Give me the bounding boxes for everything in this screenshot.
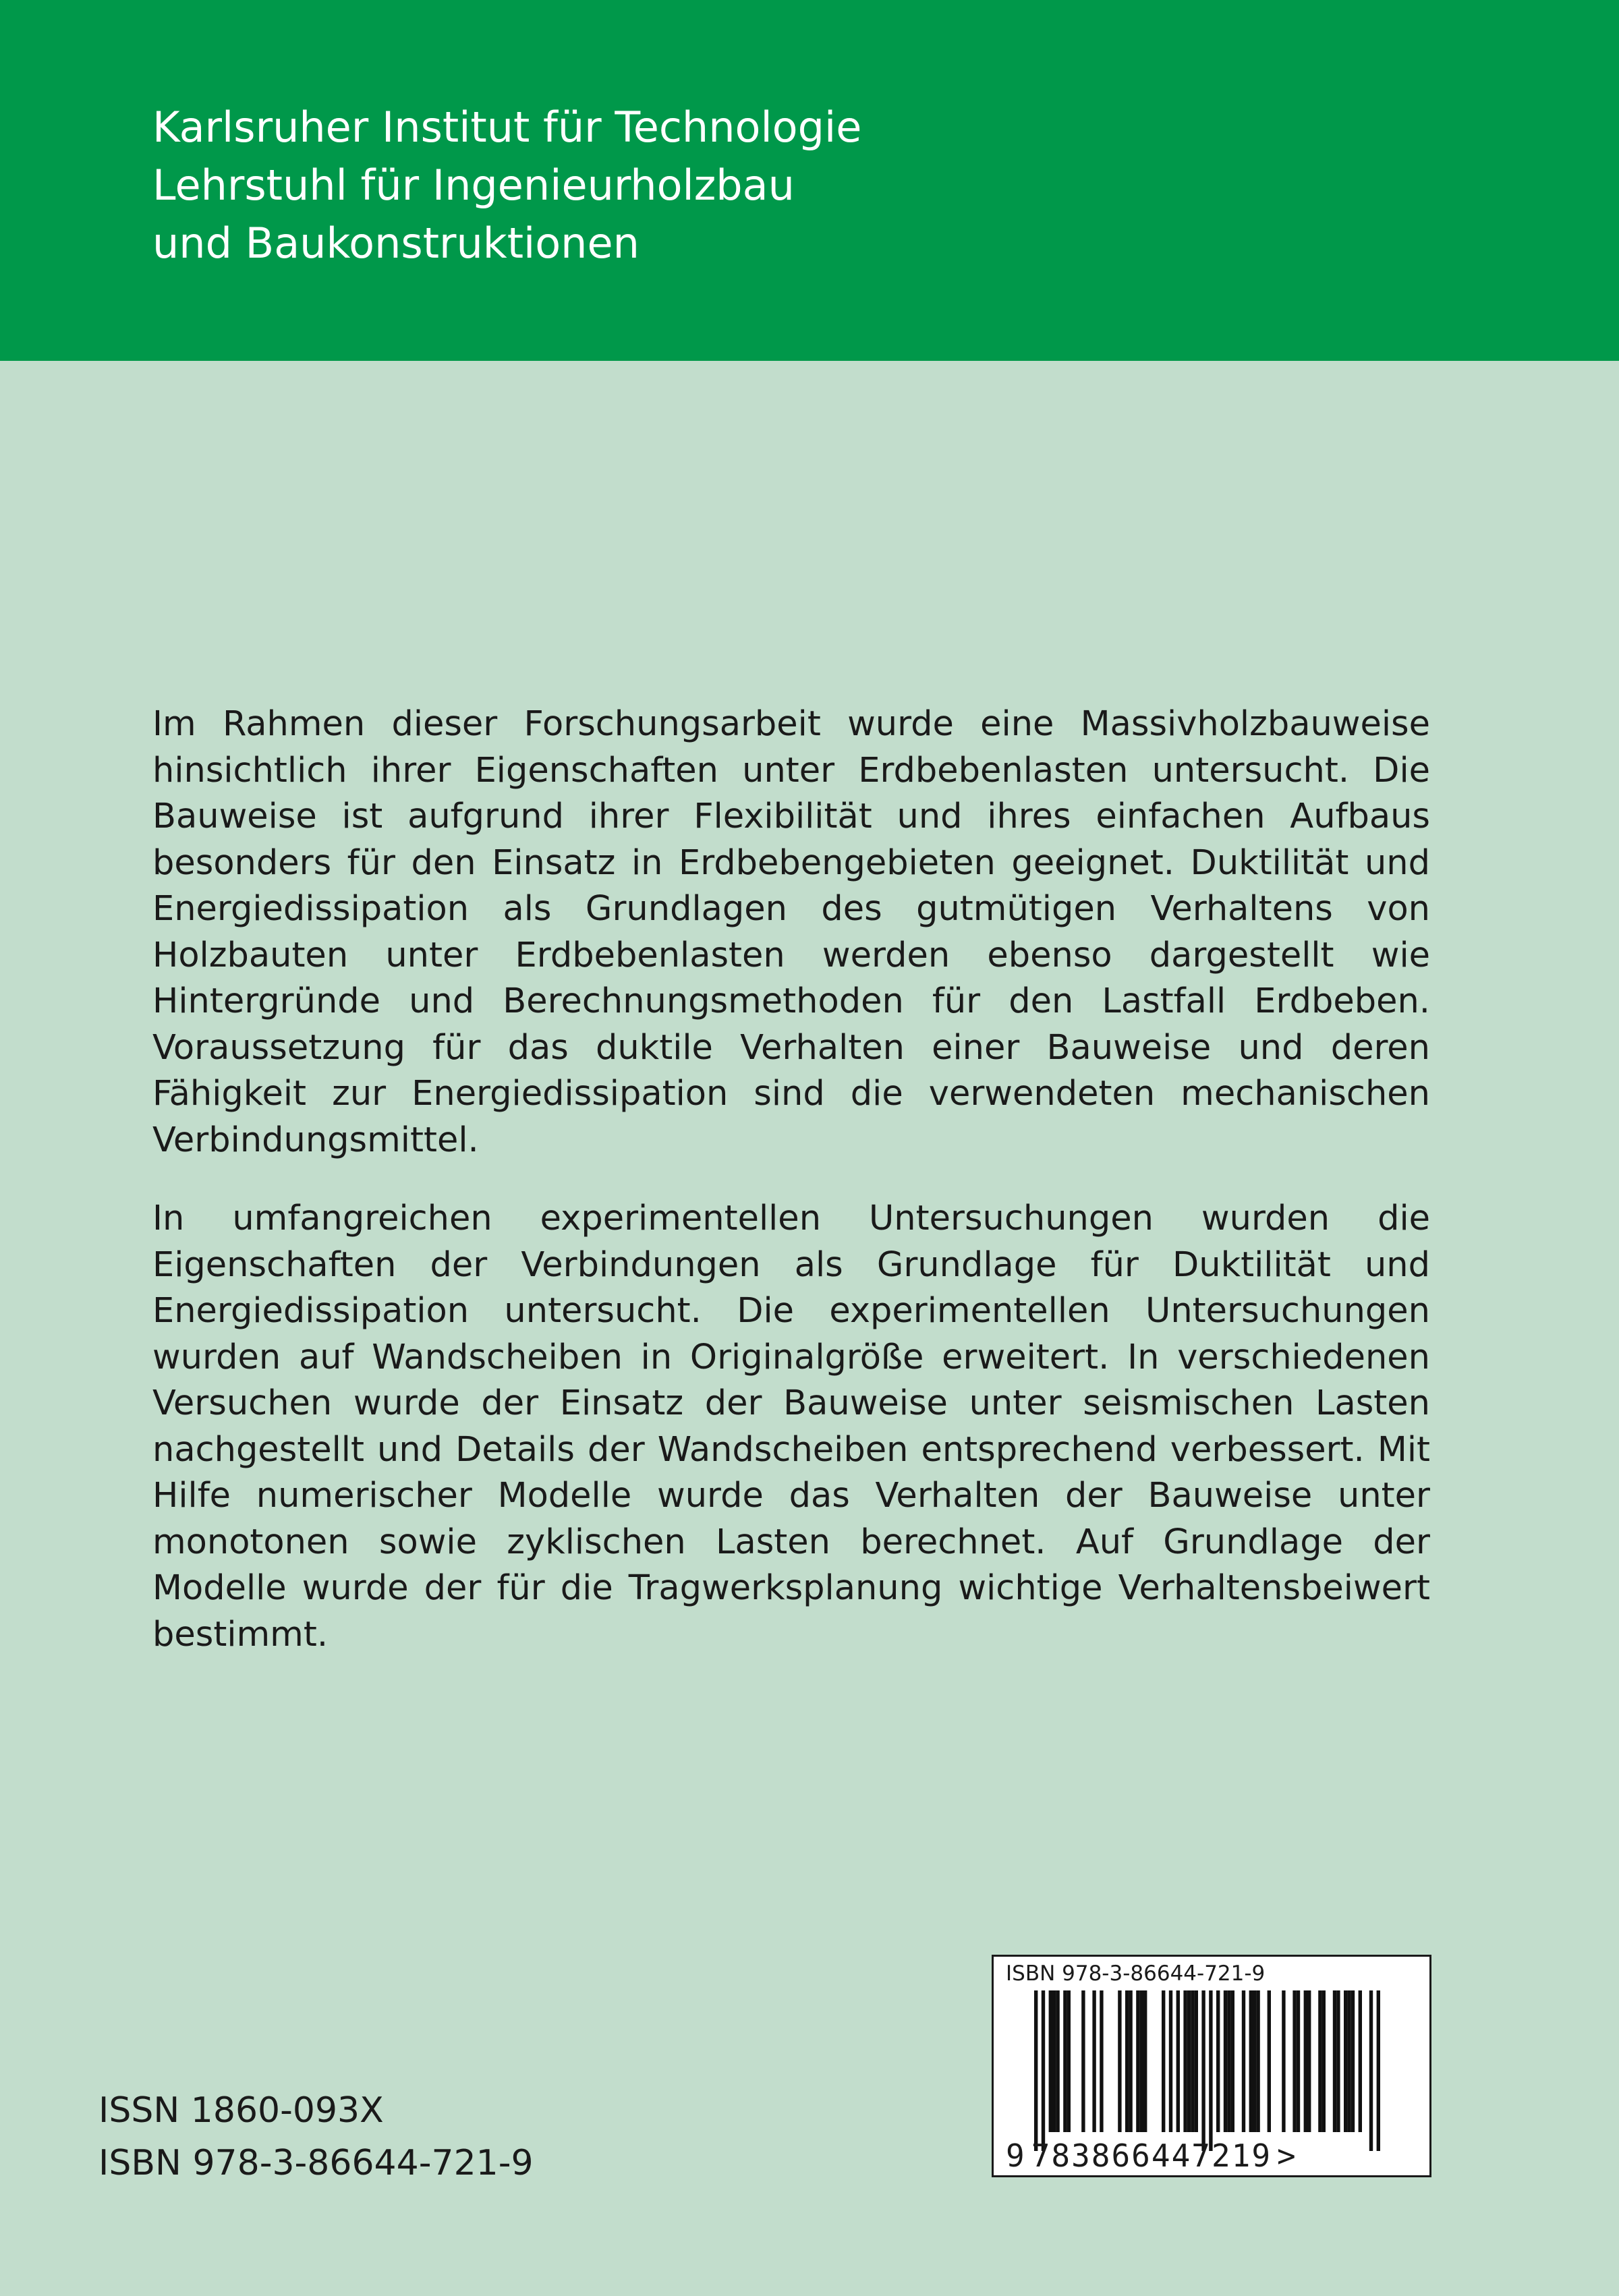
barcode-bar <box>1067 1990 1071 2132</box>
barcode-bar <box>1052 1990 1056 2132</box>
barcode-bar <box>1307 1990 1311 2132</box>
barcode-bar <box>1297 1990 1300 2132</box>
barcode <box>992 1955 1431 2177</box>
barcode-bar <box>1369 1990 1373 2151</box>
barcode-bar <box>1169 1990 1172 2132</box>
barcode-bar <box>1129 1990 1132 2132</box>
barcode-lead-digit: 9 <box>1006 2137 1025 2174</box>
book-identifiers <box>98 2084 534 2189</box>
barcode-bar <box>1162 1990 1165 2132</box>
barcode-bar <box>1344 1990 1347 2132</box>
barcode-bar <box>1227 1990 1230 2132</box>
barcode-bar <box>1351 1990 1355 2132</box>
barcode-bar <box>1056 1990 1059 2132</box>
barcode-bar <box>1176 1990 1180 2132</box>
abstract-text <box>152 701 1430 1658</box>
barcode-bar <box>1242 1990 1245 2132</box>
barcode-bar <box>1333 1990 1336 2132</box>
barcode-bar <box>1201 1990 1205 2151</box>
barcode-bar <box>1092 1990 1096 2132</box>
barcode-bar <box>1183 1990 1187 2132</box>
barcode-quiet-zone-mark: > <box>1277 2137 1296 2174</box>
barcode-bar <box>1049 1990 1052 2132</box>
barcode-bar <box>1034 1990 1038 2151</box>
barcode-bar <box>1100 1990 1103 2132</box>
barcode-bar <box>1322 1990 1326 2132</box>
institution-line-1: Karlsruher Institut für Technologie <box>152 103 862 152</box>
barcode-bar <box>1187 1990 1191 2132</box>
abstract-paragraph: In umfangreichen experimentellen Untersuchungen wurden die Eigenschaften der Verbindungen als Grundlage für Duktilität und Energiedissipation untersucht. Die experimentellen Untersuchungen wurden auf Wandscheiben in Originalgröße erweitert. In verschiedenen Versuchen wurde der Einsatz der Bauweise unter seismischen Lasten nachgestellt und Details der Wandscheiben entsprechend verbessert. Mit Hilfe numerischer Modelle wurde das Verhalten der Bauweise unter monotonen sowie zyklischen Lasten berechnet. Auf Grundlage der Modelle wurde der für die Tragwerksplanung wichtige Verhaltensbeiwert bestimmt. <box>152 1199 1430 1655</box>
barcode-bar <box>1282 1990 1285 2132</box>
barcode-bar <box>1209 1990 1212 2151</box>
barcode-bar <box>1377 1990 1380 2151</box>
barcode-bar <box>1216 1990 1220 2132</box>
barcode-bar <box>1318 1990 1322 2132</box>
institution-line-3: und Baukonstruktionen <box>152 219 640 268</box>
barcode-bar <box>1249 1990 1253 2132</box>
institution-line-2: Lehrstuhl für Ingenieurholzbau <box>152 161 795 210</box>
barcode-bar <box>1304 1990 1307 2132</box>
barcode-bar <box>1293 1990 1296 2132</box>
issn-number: ISSN 1860-093X <box>98 2090 384 2131</box>
barcode-main-digits: 783866447219 <box>1031 2137 1272 2174</box>
barcode-bar <box>1063 1990 1067 2132</box>
barcode-bar <box>1143 1990 1147 2132</box>
barcode-bar <box>1118 1990 1121 2132</box>
barcode-bar <box>1195 1990 1198 2132</box>
barcode-bar <box>1231 1990 1234 2132</box>
header-band <box>0 0 1619 361</box>
barcode-bar <box>1253 1990 1256 2132</box>
barcode-bar <box>1336 1990 1340 2132</box>
barcode-bar <box>1136 1990 1139 2132</box>
barcode-digits <box>1006 2139 1296 2173</box>
barcode-bar <box>1042 1990 1045 2151</box>
barcode-bar <box>1081 1990 1085 2132</box>
barcode-bar <box>1140 1990 1143 2132</box>
institution-name <box>152 98 861 272</box>
barcode-bar <box>1125 1990 1129 2132</box>
barcode-bar <box>1224 1990 1227 2132</box>
barcode-bar <box>1347 1990 1351 2132</box>
abstract-paragraph: Im Rahmen dieser Forschungsarbeit wurde eine Massivholzbauweise hinsichtlich ihrer Eigenschaften unter Erdbebenlasten untersucht. Die Bauweise ist aufgrund ihrer Flexibilität und ihres einfachen Aufbaus besonders für den Einsatz in Erdbebengebieten geeignet. Duktilität und Energiedissipation als Grundlagen des gutmütigen Verhaltens von Holzbauten unter Erdbebenlasten werden ebenso dargestellt wie Hintergründe und Berechnungsmethoden für den Lastfall Erdbeben. Voraussetzung für das duktile Verhalten einer Bauweise und deren Fähigkeit zur Energiedissipation sind die verwendeten mechanischen Verbindungsmittel. <box>152 704 1430 1160</box>
barcode-bar <box>1268 1990 1271 2132</box>
barcode-bar <box>1359 1990 1362 2132</box>
isbn-number: ISBN 978-3-86644-721-9 <box>98 2143 534 2183</box>
barcode-bar <box>1256 1990 1259 2132</box>
barcode-isbn-label: ISBN 978-3-86644-721-9 <box>1006 1961 1266 1986</box>
barcode-bar <box>1191 1990 1194 2132</box>
